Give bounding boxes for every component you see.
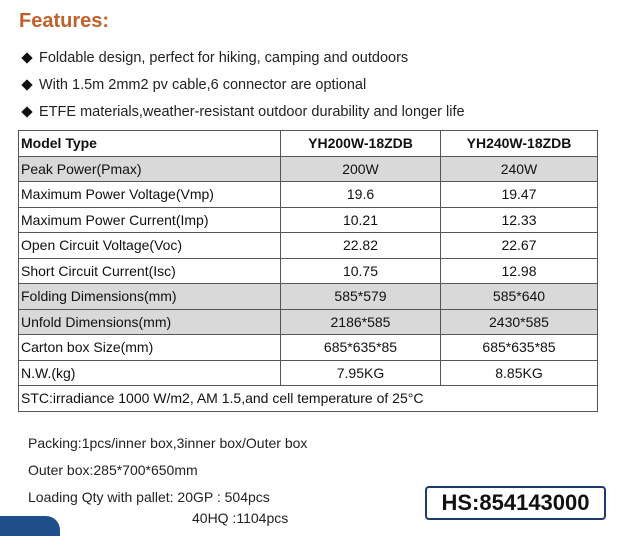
row-label: Short Circuit Current(Isc) <box>19 258 281 284</box>
loading-qty-info: Loading Qty with pallet: 20GP : 504pcs <box>28 489 270 505</box>
row-label: Maximum Power Voltage(Vmp) <box>19 182 281 208</box>
row-value-b: 12.98 <box>441 258 598 284</box>
row-label: Peak Power(Pmax) <box>19 156 281 182</box>
row-value-b: 685*635*85 <box>441 335 598 361</box>
table-row <box>19 182 598 208</box>
header-model-b: YH240W-18ZDB <box>441 131 598 157</box>
row-value-b: 585*640 <box>441 284 598 310</box>
row-value-a: 22.82 <box>281 233 441 259</box>
feature-item <box>20 98 465 125</box>
corner-tab <box>0 516 60 536</box>
row-value-a: 10.21 <box>281 207 441 233</box>
row-value-a: 2186*585 <box>281 309 441 335</box>
diamond-bullet-icon <box>21 106 32 117</box>
row-value-b: 8.85KG <box>441 360 598 386</box>
row-value-a: 585*579 <box>281 284 441 310</box>
feature-text: ETFE materials,weather-resistant outdoor durability and longer life <box>39 103 465 120</box>
header-model-a: YH200W-18ZDB <box>281 131 441 157</box>
table-row <box>19 207 598 233</box>
feature-item <box>20 71 465 98</box>
table-row <box>19 258 598 284</box>
table-note-row <box>19 386 598 412</box>
table-row <box>19 360 598 386</box>
spec-table <box>18 130 598 412</box>
row-value-a: 10.75 <box>281 258 441 284</box>
outer-box-info: Outer box:285*700*650mm <box>28 462 198 478</box>
diamond-bullet-icon <box>21 52 32 63</box>
table-row <box>19 335 598 361</box>
header-model-type: Model Type <box>19 131 281 157</box>
table-header-row <box>19 131 598 157</box>
row-value-a: 7.95KG <box>281 360 441 386</box>
table-row <box>19 156 598 182</box>
row-value-a: 19.6 <box>281 182 441 208</box>
table-row <box>19 233 598 259</box>
loading-qty-40hq: 40HQ :1104pcs <box>192 510 289 526</box>
row-label: Open Circuit Voltage(Voc) <box>19 233 281 259</box>
row-value-a: 200W <box>281 156 441 182</box>
row-value-a: 685*635*85 <box>281 335 441 361</box>
table-row <box>19 309 598 335</box>
row-value-b: 19.47 <box>441 182 598 208</box>
row-label: N.W.(kg) <box>19 360 281 386</box>
row-label: Unfold Dimensions(mm) <box>19 309 281 335</box>
table-row <box>19 284 598 310</box>
row-value-b: 12.33 <box>441 207 598 233</box>
stc-note: STC:irradiance 1000 W/m2, AM 1.5,and cell temperature of 25°C <box>19 386 598 412</box>
packing-info: Packing:1pcs/inner box,3inner box/Outer box <box>28 435 308 451</box>
row-value-b: 22.67 <box>441 233 598 259</box>
row-label: Maximum Power Current(Imp) <box>19 207 281 233</box>
feature-list <box>20 44 465 125</box>
features-title: Features: <box>19 10 110 32</box>
hs-code-box <box>425 486 606 520</box>
feature-text: With 1.5m 2mm2 pv cable,6 connector are optional <box>39 76 367 93</box>
row-label: Carton box Size(mm) <box>19 335 281 361</box>
diamond-bullet-icon <box>21 79 32 90</box>
row-value-b: 240W <box>441 156 598 182</box>
row-label: Folding Dimensions(mm) <box>19 284 281 310</box>
feature-text: Foldable design, perfect for hiking, camping and outdoors <box>39 49 409 66</box>
feature-item <box>20 44 465 71</box>
row-value-b: 2430*585 <box>441 309 598 335</box>
hs-code: HS:854143000 <box>441 490 590 515</box>
